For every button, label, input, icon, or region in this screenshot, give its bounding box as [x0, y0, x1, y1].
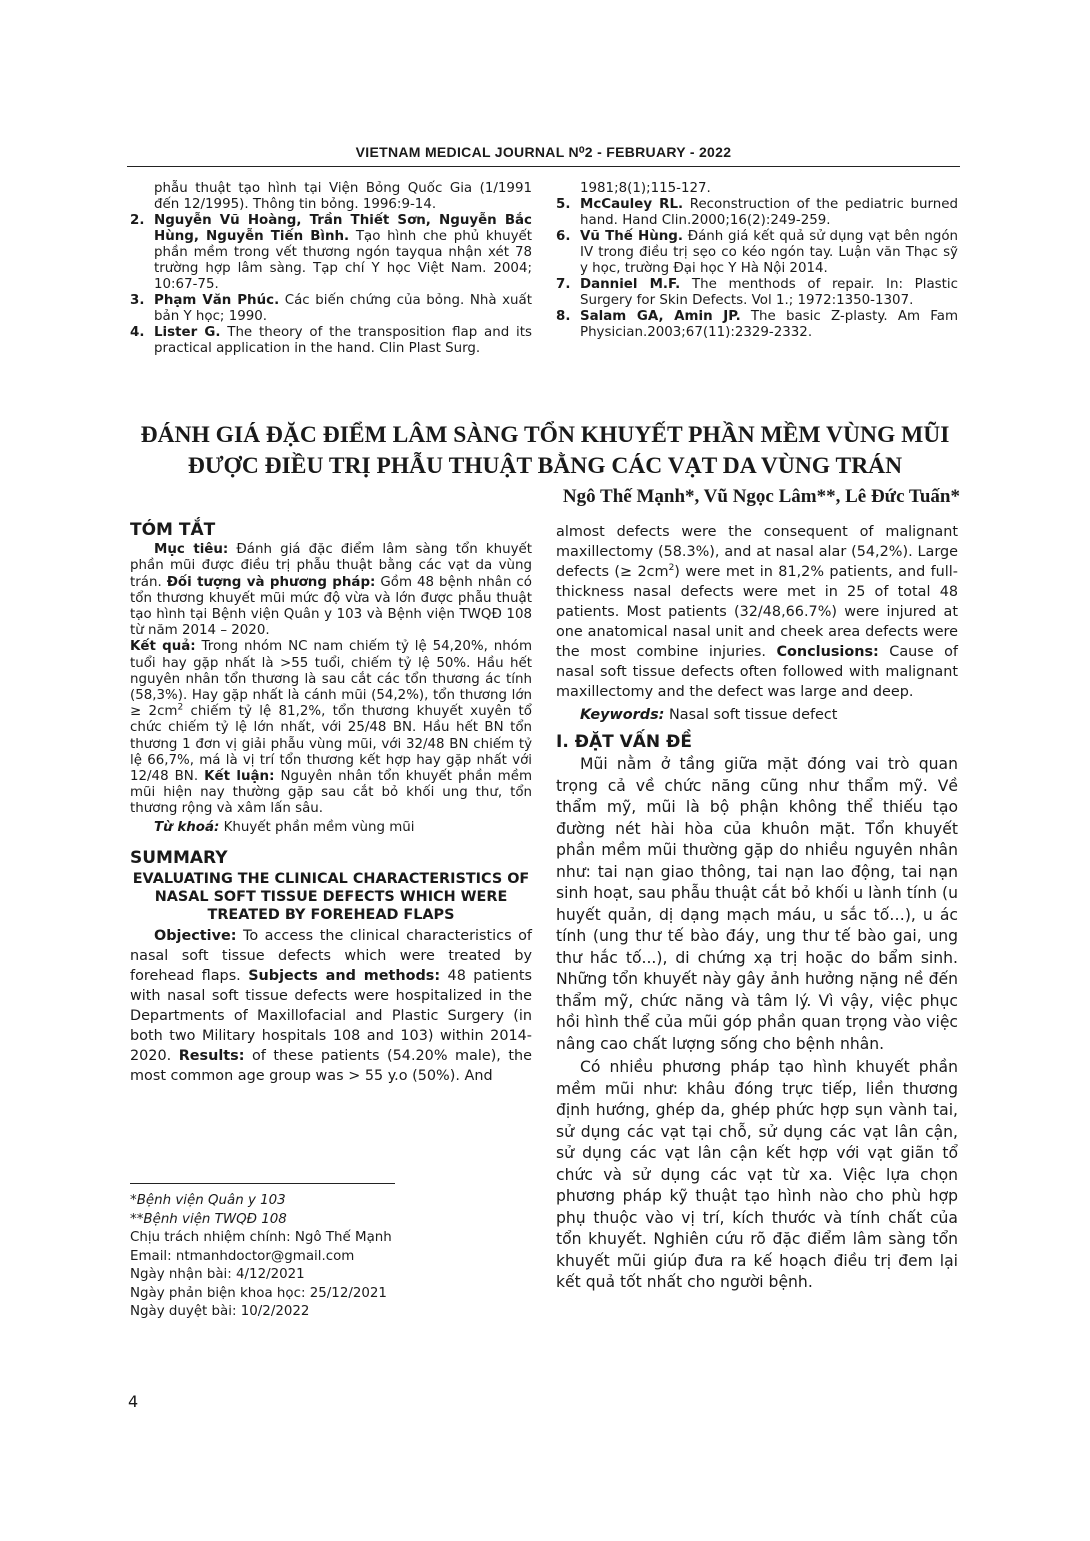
keywords-text: Nasal soft tissue defect	[664, 707, 838, 723]
label: Objective:	[154, 928, 237, 945]
reference-text: Reconstruction of the pediatric burned hand. Hand Clin.2000;16(2):249-259.	[580, 197, 958, 228]
title-line: ĐƯỢC ĐIỀU TRỊ PHẪU THUẬT BẰNG CÁC VẠT DA VÙNG TRÁN	[187, 453, 903, 479]
reference-item	[556, 309, 958, 341]
label: Conclusions:	[776, 644, 879, 660]
reference-number: 8.	[556, 309, 571, 324]
reference-number: 5.	[556, 197, 571, 212]
reference-number: 7.	[556, 277, 571, 292]
summary-paragraph	[130, 926, 532, 1086]
abstract-vi-paragraph	[130, 542, 532, 639]
reference-item	[556, 181, 958, 197]
title-line: ĐÁNH GIÁ ĐẶC ĐIỂM LÂM SÀNG TỔN KHUYẾT PHẦN MỀM VÙNG MŨI	[140, 422, 950, 448]
reference-item	[556, 197, 958, 229]
summary-text: of these patients (54.20% male), the most common age group was > 55 y.o (50%). And	[130, 1048, 532, 1085]
summary-text: Cause of nasal soft tissue defects often followed with malignant maxillectomy and the defect was large and deep.	[556, 644, 958, 700]
footnotes	[130, 1192, 532, 1322]
reference-text: The theory of the transposition flap and its practical application in the hand. Clin Plast Surg.	[154, 325, 532, 356]
intro-paragraph: Mũi nằm ở tầng giữa mặt đóng vai trò quan trọng cả về chức năng cũng như thẩm mỹ. Về thẩm mỹ, mũi là bộ phận không thể thiếu tạo đường nét hài hòa của khuôn mặt. Tổn khuyết phần mềm mũi thường gặp do nhiều nguyên nhân như: tai nạn giao thông, tai nạn lao động, tai nạn sinh hoạt, sau phẫu thuật cắt bỏ khối u lành tính (u huyết quản, dị dạng mạch máu, u sắc tố…), u ác tính (ung thư tế bào đáy, ung thư tế bào gai, ung thư hắc tố...), di chứng xạ trị hoặc do bẩm sinh. Những tổn khuyết này gây ảnh hưởng nặng nề đến thẩm mỹ, chức năng và tâm lý. Vì vậy, việc phục hồi hình thể của mũi góp phần quan trọng vào việc nâng cao chất lượng sống cho bệnh nhân.	[556, 755, 958, 1053]
section-heading: I. ĐẶT VẤN ĐỀ	[556, 732, 692, 752]
summary-title: EVALUATING THE CLINICAL CHARACTERISTICS OF NASAL SOFT TISSUE DEFECTS WHICH WERE TREATED BY FOREHEAD FLAPS	[132, 871, 530, 924]
reference-number: 4.	[130, 325, 145, 340]
reference-authors: McCauley RL.	[580, 197, 684, 212]
label: Đối tượng và phương pháp:	[166, 574, 376, 590]
summary-text: To access the clinical characteristics of nasal soft tissue defects which were treated by forehead flaps.	[130, 928, 532, 985]
reference-text: The basic Z-plasty. Am Fam Physician.2003;67(11):2329-2332.	[580, 309, 958, 340]
references-left	[130, 181, 532, 357]
label: Từ khoá:	[154, 819, 220, 835]
date-reviewed: Ngày phản biện khoa học: 25/12/2021	[130, 1285, 387, 1301]
keywords-en	[556, 704, 958, 726]
left-column	[130, 522, 532, 1086]
summary-text: 48 patients with nasal soft tissue defects were hospitalized in the Departments of Maxillofacial and Plastic Surgery (in both two Military hospitals 108 and 103) within 2014-2020.	[130, 968, 532, 1065]
journal-header: VIETNAM MEDICAL JOURNAL N⁰2 - FEBRUARY - 2022	[355, 144, 732, 160]
keywords-vi	[130, 820, 532, 836]
reference-item	[556, 277, 958, 309]
section-heading: TÓM TẮT	[130, 520, 216, 540]
reference-item	[130, 293, 532, 325]
summary-text: almost defects were the consequent of malignant maxillectomy (58.3%), and at nasal alar (54,2%). Large defects (≥ 2cm	[556, 524, 958, 580]
corresponding-author: Chịu trách nhiệm chính: Ngô Thế Mạnh	[130, 1230, 392, 1245]
email: Email: ntmanhdoctor@gmail.com	[130, 1248, 355, 1264]
superscript: 2	[177, 702, 184, 713]
date-received: Ngày nhận bài: 4/12/2021	[130, 1267, 305, 1282]
references-right	[556, 181, 958, 341]
affiliation: *Bệnh viện Quân y 103	[130, 1193, 286, 1208]
reference-text: Các biến chứng của bỏng. Nhà xuất bản Y học; 1990.	[154, 293, 532, 324]
affiliation: **Bệnh viện TWQĐ 108	[130, 1211, 287, 1227]
abstract-text: Gồm 48 bệnh nhân có tổn thương khuyết mũi mức độ vừa và lớn được phẫu thuật tạo hình tại Bệnh viện Quân y 103 và Bệnh viện TWQĐ 108 từ năm 2014 – 2020.	[130, 574, 532, 639]
reference-authors: Salam GA, Amin JP.	[580, 309, 741, 324]
reference-text: Đánh giá kết quả sử dụng vạt bên ngón IV trong điều trị sẹo co kéo ngón tay. Luận văn Thạc sỹ y học, trường Đại học Y Hà Nội 2014.	[580, 229, 959, 276]
article-title	[120, 420, 970, 482]
keywords-text: Khuyết phần mềm vùng mũi	[219, 819, 415, 835]
label: Subjects and methods:	[248, 968, 441, 985]
page-number: 4	[128, 1392, 139, 1411]
reference-number: 2.	[130, 213, 145, 228]
abstract-text: Trong nhóm NC nam chiếm tỷ lệ 54,20%, nhóm tuổi hay gặp nhất là >55 tuổi, chiếm tỷ lệ 50%. Hầu hết nguyên nhân tổn thương là sau cắt các tổn thương ác tính (58,3%). Hay gặp nhất là cánh mũi (54,2%), tổn thương lớn ≥ 2cm	[130, 639, 533, 720]
label: Keywords:	[580, 707, 665, 723]
summary-text: ) were met in 81,2% patients, and full-thickness nasal defects were met in 25 of total 48 patients. Most patients (32/48,66.7%) were injured at one anatomical nasal unit and cheek area defects were the most combine injuries.	[556, 564, 958, 660]
reference-text: phẫu thuật tạo hình tại Viện Bỏng Quốc Gia (1/1991 đến 12/1995). Thông tin bỏng. 1996:9-14.	[154, 181, 532, 212]
abstract-vi-paragraph	[130, 639, 532, 817]
reference-text: 1981;8(1);115-127.	[580, 181, 711, 196]
abstract-text: Đánh giá đặc điểm lâm sàng tổn khuyết phần mũi được điều trị phẫu thuật bằng các vạt da vùng trán.	[130, 542, 532, 590]
reference-item	[130, 325, 532, 357]
intro-paragraph: Có nhiều phương pháp tạo hình khuyết phần mềm mũi như: khâu đóng trực tiếp, liền thương định hướng, ghép da, ghép phức hợp sụn vành tai, sử dụng các vạt tại chỗ, sử dụng các vạt lân cận, sử dụng các vạt lân cận kết hợp với vạt giãn tổ chức và sử dụng các vạt từ xa. Việc lựa chọn phương pháp kỹ thuật tạo hình nào cho phù hợp phụ thuộc vào vị trí, kích thước và tính chất của tổn khuyết. Nghiên cứu rõ đặc điểm lâm sàng tổn khuyết mũi giúp đưa ra kế hoạch điều trị đem lại kết quả tốt nhất cho người bệnh.	[556, 1058, 958, 1291]
label: Kết luận:	[204, 769, 275, 785]
reference-item	[130, 181, 532, 213]
header-rule	[127, 166, 960, 167]
abstract-text: Nguyên nhân tổn khuyết phần mềm mũi hiện nay thường gặp sau cắt bỏ khối ung thư, tổn thương rộng và xâm lấn sâu.	[130, 769, 533, 817]
reference-item	[130, 213, 532, 293]
reference-text: Tạo hình che phủ khuyết phần mềm trong vết thương ngón tayqua nhận xét 78 trường hợp lâm sàng. Tạp chí Y học Việt Nam. 2004; 10:67-75.	[154, 229, 532, 292]
reference-authors: Phạm Văn Phúc.	[154, 293, 280, 308]
reference-item	[556, 229, 958, 277]
date-accepted: Ngày duyệt bài: 10/2/2022	[130, 1304, 310, 1319]
reference-number: 3.	[130, 293, 145, 308]
reference-authors: Vũ Thế Hùng.	[580, 229, 683, 244]
reference-number: 6.	[556, 229, 571, 244]
section-heading: SUMMARY	[130, 847, 228, 868]
reference-authors: Lister G.	[154, 325, 221, 340]
reference-text: The menthods of repair. In: Plastic Surgery for Skin Defects. Vol 1.; 1972:1350-1307.	[580, 277, 958, 308]
right-column	[556, 522, 958, 1294]
superscript: 2	[668, 563, 675, 574]
summary-paragraph	[556, 522, 958, 702]
footnote-rule	[130, 1183, 395, 1184]
label: Results:	[178, 1048, 245, 1065]
article-authors: Ngô Thế Mạnh*, Vũ Ngọc Lâm**, Lê Đức Tuấn*	[562, 486, 960, 507]
reference-authors: Danniel M.F.	[580, 277, 681, 292]
label: Kết quả:	[130, 639, 196, 655]
label: Mục tiêu:	[154, 542, 229, 558]
reference-authors: Nguyễn Vũ Hoàng, Trần Thiết Sơn, Nguyễn Bắc Hùng, Nguyễn Tiến Bình.	[154, 213, 532, 244]
abstract-text: chiếm tỷ lệ 81,2%, tổn thương khuyết xuyên tổ chức chiếm tỷ lệ lớn nhất, với 25/48 BN. Hầu hết BN tổn thương 1 đơn vị giải phẫu vùng mũi, với 32/48 BN chiếm tỷ lệ 66,7%, má là vị trí tổn thương kết hợp hay gặp nhất với 12/48 BN.	[130, 704, 532, 785]
